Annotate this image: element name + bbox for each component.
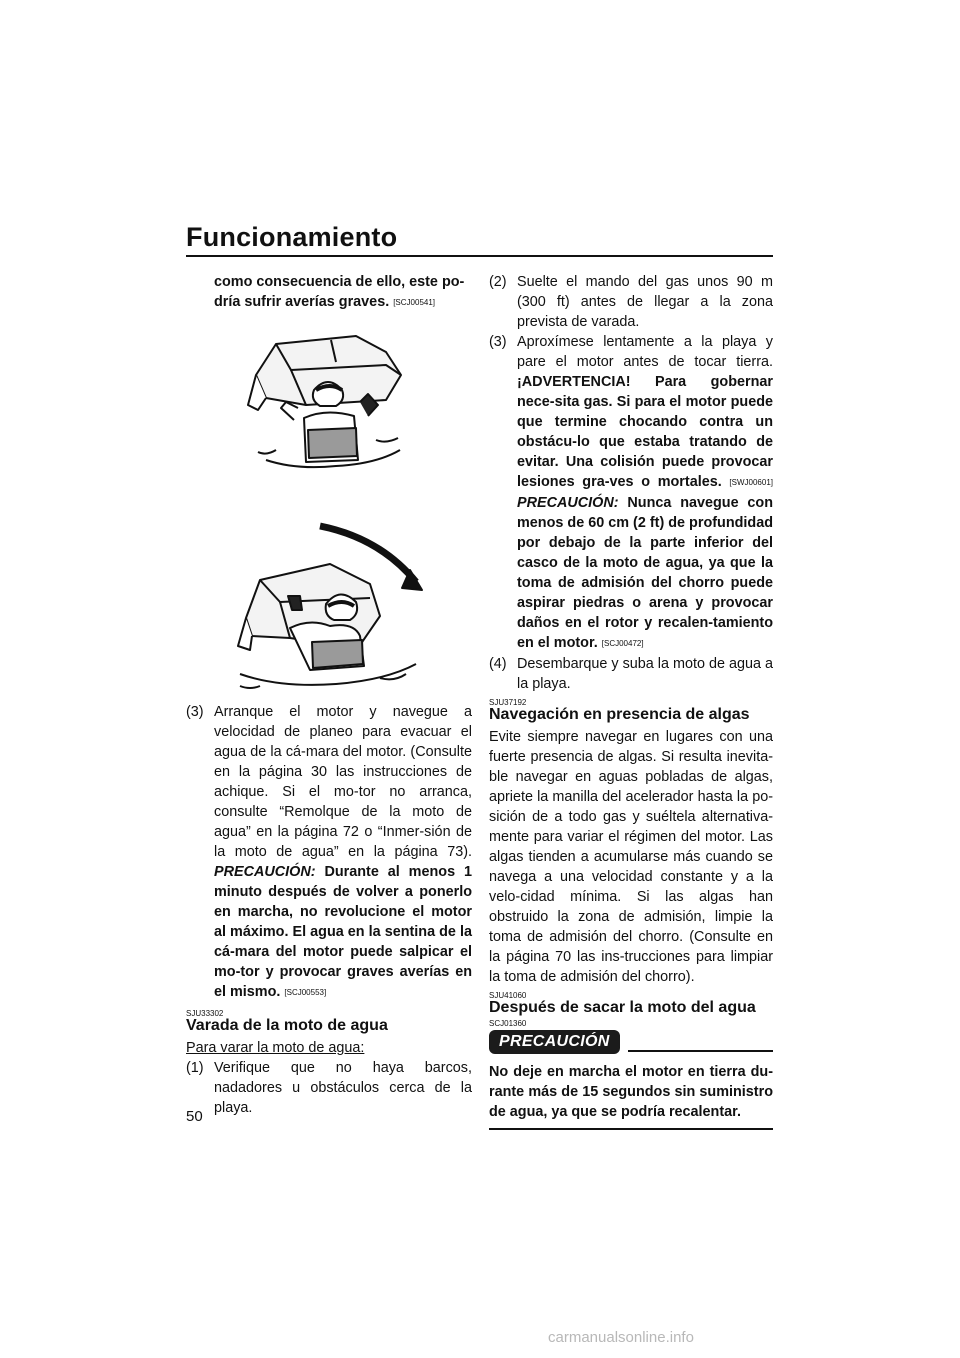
caution-header <box>489 1030 773 1054</box>
list-item <box>489 654 773 694</box>
caution-text: Durante al menos 1 minuto después de volver a ponerlo en marcha, no revolucione el motor al máximo. El agua en la sentina de la cá-mara del motor puede salpicar el mo-tor y provocar graves averías en el mismo. <box>214 864 472 1000</box>
item3-text: Aproxímese lentamente a la playa y pare el motor antes de tocar tierra. <box>517 334 773 370</box>
list-item <box>186 1058 472 1118</box>
caution-label: PRECAUCIÓN: <box>517 495 619 511</box>
page-number: 50 <box>186 1108 203 1125</box>
warning-code: [SWJ00601] <box>729 478 773 487</box>
item-number: (3) <box>186 704 204 720</box>
right-column <box>489 272 773 1130</box>
section-despues <box>489 991 773 1130</box>
item-text: Suelte el mando del gas unos 90 m (300 ft) antes de llegar a la zona prevista de varada. <box>517 274 773 330</box>
caution-text: No deje en marcha el motor en tierra du-rante más de 15 segundos sin suministro de agua, ya que se podría recalentar. <box>489 1064 773 1120</box>
section-title: Después de sacar la moto del agua <box>489 999 756 1016</box>
caution-text: Nunca navegue con menos de 60 cm (2 ft) de profundidad por debajo de la parte inferior del casco de la moto de agua, ya que la toma de admisión del chorro puede aspirar piedras o arena y provocar daños en el rotor y recalen-tamiento en el motor. <box>517 495 774 651</box>
section-body: Evite siempre navegar en lugares con una fuerte presencia de algas. Si resulta inevita-ble navegar en aguas pobladas de algas, apriete la manilla del acelerador hasta la po-sición de a todo gas y suéltela alternativa-mente para variar el régimen del motor. Las algas tienden a acumularse más cuando se navega a una velocidad constante y a la velo-cidad mínima. Si las algas han obstruido la zona de admisión, limpie la toma de admisión del chorro. (Consulte en la página 70 las ins-trucciones para limpiar la toma de admisión del chorro). <box>489 729 773 985</box>
caution-bottom-rule <box>489 1128 773 1130</box>
item-number: (2) <box>489 274 507 290</box>
intro-line-2-text: dría sufrir averías graves. <box>214 294 390 310</box>
section-code: SJU33302 <box>186 1009 224 1018</box>
item-text <box>517 332 773 654</box>
list-item <box>489 332 773 654</box>
caution-label: PRECAUCIÓN: <box>214 864 316 880</box>
step3-text: Arranque el motor y navegue a velocidad de planeo para evacuar el agua de la cá-mara del motor. (Consulte en la página 30 las instrucciones de achique. Si el mo-tor no arranca, consulte “Remolque de la moto de agua” en la página 72 o “Inmer-sión de la moto de agua” en la página 73). <box>214 704 472 860</box>
item-text: Desembarque y suba la moto de agua a la playa. <box>517 656 773 692</box>
caution-code: SCJ01360 <box>489 1019 527 1028</box>
section-algas <box>489 698 773 987</box>
section-code: SJU37192 <box>489 698 527 707</box>
intro-line-1: como consecuencia de ello, este po- <box>214 274 465 290</box>
person-rolling-watercraft-illustration <box>230 518 430 696</box>
section-subtitle: Para varar la moto de agua: <box>186 1040 365 1056</box>
item-number: (1) <box>186 1060 204 1076</box>
caution-code: [SCJ00553] <box>284 988 327 997</box>
item-text <box>214 702 472 1003</box>
list-item <box>186 702 472 1003</box>
watermark: carmanualsonline.info <box>548 1329 694 1346</box>
item-number: (3) <box>489 334 507 350</box>
section-title: Varada de la moto de agua <box>186 1017 388 1034</box>
item-text: Verifique que no haya barcos, nadadores u obstáculos cerca de la playa. <box>214 1060 472 1116</box>
left-column <box>214 272 472 313</box>
page-title: Funcionamiento <box>186 222 398 252</box>
left-column-body <box>186 702 472 1118</box>
person-lifting-watercraft-illustration <box>236 330 416 480</box>
section-code: SJU41060 <box>489 991 527 1000</box>
section-title: Navegación en presencia de algas <box>489 706 750 723</box>
section-varada <box>186 1009 472 1118</box>
intro-code: [SCJ00541] <box>393 298 436 307</box>
item-number: (4) <box>489 656 507 672</box>
caution-badge: PRECAUCIÓN <box>489 1030 620 1054</box>
caution-code: [SCJ00472] <box>601 639 644 648</box>
header-rule <box>186 255 773 257</box>
caution-rule <box>628 1050 773 1052</box>
warning-text: ¡ADVERTENCIA! Para gobernar nece-sita gas. Si para el motor puede que termine chocando contra un obstácu-lo que estaba tratando de evitar. Una colisión puede provocar lesiones gra-ves o mortales. <box>517 374 773 490</box>
intro-line-2 <box>214 292 472 313</box>
list-item <box>489 272 773 332</box>
